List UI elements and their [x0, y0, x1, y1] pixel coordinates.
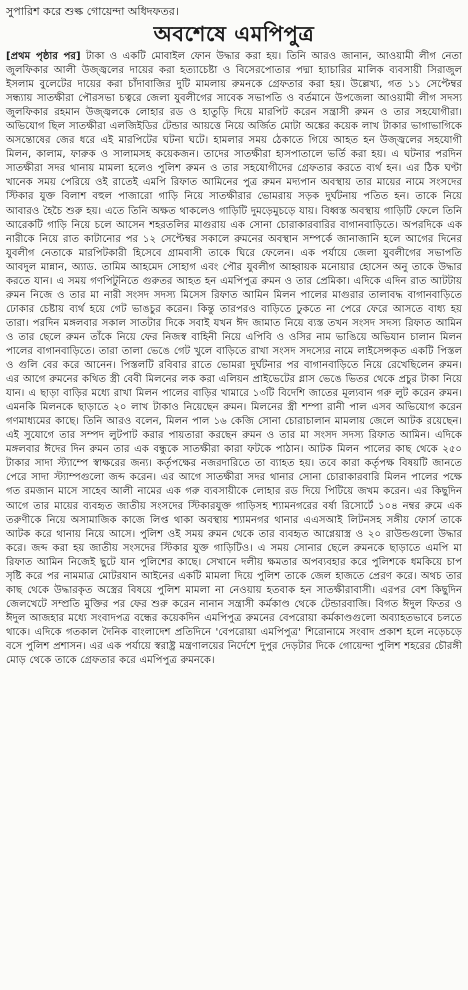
continuation-reference: [প্রথম পৃষ্ঠার পর] [6, 51, 81, 62]
article-headline: অবশেষে এমপিপুত্র [153, 21, 315, 46]
previous-article-tail: সুপারিশ করে শুল্ক গোয়েন্দা অধিদফতর। [6, 5, 179, 18]
article-text: টাকা ও একটি মোবাইল ফোন উদ্ধার করা হয়। তিনি আরও জানান, আওয়ামী লীগ নেতা জুলফিকার আলী উজ্জ্বলের দায়ের করা হত্যাচেষ্টা ও বিসেরপোতার পদ্মা হ্যাচারির মালিক ব্যবসায়ী সিরাজুল ইসলাম বুলেটের দায়ের করা চাঁদাবাজির দুটি মামলায় রুমনকে গ্রেফতার করা হয়। উল্লেখ্য, গত ১১ সেপ্টেম্বর সন্ধ্যায় সাতক্ষীরা পৌরসভা চত্বরে জেলা যুবলীগের সাবেক সভাপতি ও বর্তমানে উপজেলা আওয়ামী লীগ সদস্য জুলফিকার রহমান উজ্জ্বলকে লোহার রড ও হাতুড়ি দিয়ে মারপিট করেন সন্ত্রাসী রুমন ও তার সহযোগীরা। অভিযোগ ছিল সাতক্ষীরা এলজিইডির টেন্ডার আয়ত্তে নিয়ে অর্জিত মোটা অঙ্কের কয়েক লাখ টাকার ভাগাভাগিকে অসন্তোষের জের ধরে এই মারপিটের ঘটনা ঘটে। হামলার সময় ঠেকাতে গিয়ে আহত হন উজ্জ্বলের সহযোগী মিলন, কালাম, ফারুক ও সালামসহ কয়েকজন। তাদের সাতক্ষীরা হাসপাতালে ভর্তি করা হয়। এ ঘটনার পরদিন সাতক্ষীরা সদর থানায় মামলা হলেও পুলিশ রুমন ও তার সহযোগীদের গ্রেফতার করতে ব্যর্থ হন। এর ঠিক ঘণ্টা খানেক সময় পেরিয়ে ওই রাতেই এমপি রিফাত আমিনের পুত্র রুমন মদ্যপান অবস্থায় তার মায়ের নামে সংসদের স্টিকার যুক্ত বিলাশ বহুল পাজারো গাড়ি নিয়ে সাতক্ষীরার ভোমরায় সড়ক দুর্ঘটনায় পতিত হন। তাকে নিয়ে আবারও হৈচৈ শুরু হয়। এতে তিনি অক্ষত থাকলেও গাড়িটি দুমড়েমুচড়ে যায়। বিধ্বস্ত অবস্থায় গাড়িটি ফেলে তিনি আরেকটি গাড়ি নিয়ে চলে আসেন শহরতলির মাগুরায় এক সোনা চোরাকারবারির বাগানবাড়িতে। অপরদিকে এক নারীকে নিয়ে রাত কাটানোর পর ১২ সেপ্টেম্বর সকালে রুমনের অবস্থান সম্পর্কে জানাজানি হলে আগের দিনের যুবলীগ নেতাকে মারপিটকারী হিসেবে গ্রামবাসী তাকে ঘিরে ফেলেন। এক পর্যায়ে জেলা যুবলীগের সভাপতি আবদুল মান্নান, অ্যাড. তামিম আহমেদ সোহাগ এবং পৌর যুবলীগ আহ্বায়ক মনোয়ার হোসেন অনু তাকে উদ্ধার করতে যান। এ সময় গণপিটুনিতে গুরুতর আহত হন এমপিপুত্র রুমন ও তার প্রেমিকা। এদিকে এদিন রাত আটটায় রুমন নিজে ও তার মা নারী সংসদ সদস্য মিসেস রিফাত আমিন মিলন পালের মাগুরার তালাবদ্ধ বাগানবাড়িতে ঢোকার চেষ্টায় ব্যর্থ হয়ে গেট ভাঙচুর করেন। কিন্তু তারপরও বাড়িতে ঢুকতে না পেরে ফেরে আসতে বাধ্য হয় তারা। পরদিন মঙ্গলবার সকাল সাতটার দিকে সবাই যখন ঈদ জামাত নিয়ে ব্যস্ত তখন সংসদ সদস্য রিফাত আমিন ও তার ছেলে রুমন তাঁকে নিয়ে ফের নিজস্ব বাহিনী নিয়ে এপিবি ও ওসির নাম ভাঙিয়ে অভিযান চালান মিলন পালের বাগানবাড়িতে। তারা তালা ভেঙে গেট খুলে বাড়িতে রাখা সংসদ সদস্যের নামে লাইসেন্সকৃত একটি পিস্তল ও গুলি বের করে আনেন। পিস্তলটি রবিবার রাতে ভোমরা দুর্ঘটনার পর বাগানবাড়িতে নিয়ে রেখেছিলেন রুমন। এর আগে রুমনের কথিত স্ত্রী বেবী মিলনের লক করা এলিয়ন প্রাইভেটের গ্লাস ভেঙে ভিতর থেকে প্রচুর টাকা নিয়ে যান। এ ছাড়া বাড়ির মধ্যে রাখা মিলন পালের বাড়ির খামারে ১৩টি বিদেশি জাতের মূল্যবান গরু লুট করেন রুমন। এমনকি মিলনকে ছাড়াতে ২০ লাখ টাকাও নিয়েছেন রুমন। মিলনের স্ত্রী শম্পা রানী পাল এসব অভিযোগ করেন গণমাধ্যমের কাছে। তিনি আরও বলেন, মিলন পাল ১৬ কেজি সোনা চোরাচালান মামলায় জেলে আটক রয়েছেন। এই সুযোগে তার সম্পদ লুটপাট করার পায়তারা করছেন রুমন ও তার মা সংসদ সদস্য রিফাত আমিন। এদিকে মঙ্গলবার ঈদের দিন রুমন তার এক বন্ধুকে সাতক্ষীরা কারা ফটকে পাঠান। আটক মিলন পালের কাছ থেকে ২৫০ টাকার সাদা স্ট্যাম্পে স্বাক্ষরের জন্য। কর্তৃপক্ষের নজরদারিতে তা ব্যাহত হয়। তবে কারা কর্তৃপক্ষ বিষয়টি জানতে পেরে সাদা স্ট্যাম্পগুলো জব্দ করেন। এর আগে সাতক্ষীরা সদর থানার সোনা চোরাকারবারি মিলন পালের পক্ষে গত রমজান মাসে সাহেব আলী নামের এক গরু ব্যবসায়ীকে লোহার রড দিয়ে পিটিয়ে জখম করেন। এর কিছুদিন আগে তার মায়ের ব্যবহৃত জাতীয় সংসদের স্টিকারযুক্ত গাড়িসহ শ্যামনগরের বর্ষা রিসোর্টে ১০৪ নম্বর রুমে এক তরুণীকে নিয়ে অসামাজিক কাজে লিপ্ত থাকা অবস্থায় শ্যামনগর থানার এএসআই লিটনসহ সঙ্গীয় ফোর্স তাকে আটক করে থানায় নিয়ে আসে। পুলিশ ওই সময় রুমন থেকে তার ব্যবহৃত আগ্নেয়াস্ত্র ও ২০ রাউন্ডগুলো উদ্ধার করে। জব্দ করা হয় জাতীয় সংসদের স্টিকার যুক্ত গাড়িটিও। এ সময় সোনার ছেলে রুমনকে ছাড়াতে এমপি মা রিফাত আমিন নিজেই ছুটে যান পুলিশের কাছে। সেখানে দলীয় ক্ষমতার অপব্যবহার করে পুলিশকে ধমকিয়ে চাপ সৃষ্টি করে পর নামমাত্র মোটরযান আইনের একটি মামলা দিয়ে পুলিশ তাকে জেল হাজতে প্রেরণ করে। অথচ তার কাছ থেকে উদ্ধারকৃত অস্ত্রের বিষয়ে পুলিশ মামলা না নেওয়ায় হতবাক হন সাতক্ষীরাবাসী। এরপর বেশ কিছুদিন জেলখেটে সম্প্রতি মুক্তির পর ফের শুরু করেন নানান সন্ত্রাসী কর্মকাণ্ড থেকে টেন্ডারবাজি। বিগত ঈদুল ফিতর ও ঈদুল আজহার মধ্যে সংবাদপত্র বন্ধের কয়েকদিন এমপিপুত্র রুমনের বেপরোয়া কর্মকাণ্ডগুলো অব্যাহতভাবে চলতে থাকে। এদিকে গতকাল দৈনিক বাংলাদেশ প্রতিদিনে 'বেপরোয়া এমপিপুত্র' শিরোনামে সংবাদ প্রকাশ হলে নড়েচড়ে বসে পুলিশ প্রশাসন। এর এক পর্যায়ে স্বরাষ্ট্র মন্ত্রণালয়ের নির্দেশে দুপুর দেড়টার দিকে গোয়েন্দা পুলিশ শহরের চৌরঙ্গী মোড় থেকে তাকে গ্রেফতার করে এমপিপুত্র রুমনকে। [6, 51, 463, 667]
article-body [6, 50, 462, 668]
